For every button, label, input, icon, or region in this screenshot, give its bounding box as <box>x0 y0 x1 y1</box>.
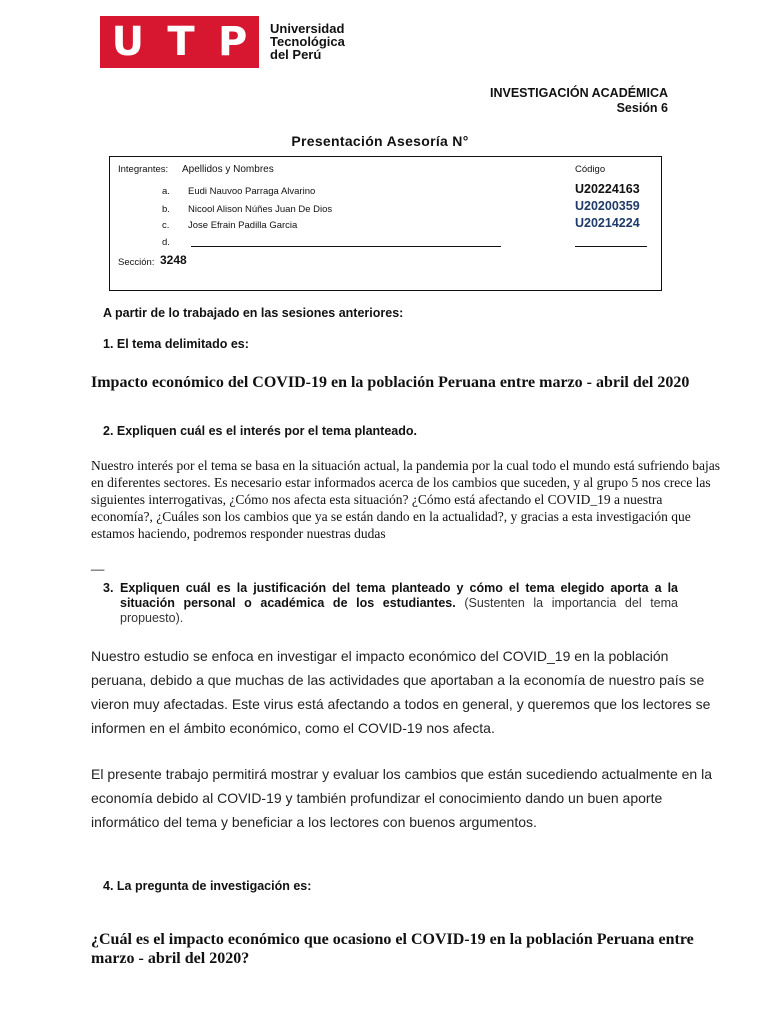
question-2-answer: Nuestro interés por el tema se basa en la situación actual, la pandemia por la cual todo el mundo está sufriendo bajas en diferentes sectores. Es necesario estar informados acerca de los cambios que suceden, y al grupo 5 nos crece las siguientes interrogativas, ¿Cómo nos afecta esta situación? ¿Cómo está afectando el COVID_19 a nuestra economía?, ¿Cuáles son los cambios que ya se están dando en la actualidad?, y gracias a esta investigación que estamos haciendo, podremos responder nuestras dudas <box>91 458 721 541</box>
label-codigo: Código <box>575 164 606 175</box>
document-header <box>490 86 668 116</box>
blank-code-line <box>575 246 647 247</box>
question-3-answer-p1: Nuestro estudio se enfoca en investigar el impacto económico del COVID_19 en la población peruana, debido a que muchas de las actividades que aportaban a la economía de nuestro país se vieron muy afectadas. Este virus está afectando a todos en general, y queremos que los lectores se informen en el ámbito económico, como el COVID-19 nos afecta. <box>91 648 711 736</box>
section-label: Sección: <box>118 257 155 268</box>
question-3-heading-note: (Sustenten la importancia del tema propuesto). <box>120 596 678 625</box>
member-name: Nicool Alison Núñes Juan De Dios <box>188 204 333 215</box>
member-name: Jose Efrain Padilla Garcia <box>188 220 298 231</box>
header-session: Sesión 6 <box>616 101 668 115</box>
question-3-heading-bold: Expliquen cuál es la justificación del tema planteado y cómo el tema elegido aporta a la situación personal o académica de los estudiantes. <box>120 581 678 610</box>
header-title: INVESTIGACIÓN ACADÉMICA <box>489 86 668 100</box>
question-1-heading: 1. El tema delimitado es: <box>103 337 249 351</box>
question-3-heading <box>120 581 678 626</box>
member-letter: d. <box>162 237 170 248</box>
logo-letter-t: T <box>167 19 195 65</box>
question-3-answer-p2: El presente trabajo permitirá mostrar y evaluar los cambios que están sucediendo actualmente en la economía debido al COVID-19 y también profundizar el conocimiento dando un buen aporte informático del tema y beneficiar a los lectores con buenos argumentos. <box>91 766 712 830</box>
question-2-heading: 2. Expliquen cuál es el interés por el tema planteado. <box>103 424 417 438</box>
logo-text-line: del Perú <box>270 47 322 62</box>
logo-text-line: Tecnológica <box>270 34 345 49</box>
member-code: U20224163 <box>575 182 640 196</box>
members-box <box>109 156 662 291</box>
blank-name-line <box>191 246 501 247</box>
member-letter: c. <box>162 220 170 231</box>
label-nombres: Apellidos y Nombres <box>182 164 274 175</box>
utp-logo <box>100 16 259 68</box>
question-1-answer: Impacto económico del COVID-19 en la población Peruana entre marzo - abril del 2020 <box>91 374 690 391</box>
presentation-title: Presentación Asesoría N° <box>291 133 469 149</box>
question-3-number: 3. <box>103 581 114 595</box>
member-name: Eudi Nauvoo Parraga Alvarino <box>188 186 316 197</box>
intro-text: A partir de lo trabajado en las sesiones anteriores: <box>103 306 404 320</box>
section-value: 3248 <box>160 253 187 267</box>
question-4-heading: 4. La pregunta de investigación es: <box>103 879 312 893</box>
member-letter: b. <box>162 204 170 215</box>
logo-letter-u: U <box>111 19 145 65</box>
question-4-answer: ¿Cuál es el impacto económico que ocasiono el COVID-19 en la población Peruana entre marzo - abril del 2020? <box>91 931 694 967</box>
label-integrantes: Integrantes: <box>118 164 169 175</box>
member-letter: a. <box>162 186 170 197</box>
member-code: U20214224 <box>575 216 640 230</box>
logo-letter-p: P <box>218 19 248 65</box>
logo-wordmark <box>270 22 345 61</box>
trailing-mark: __ <box>91 557 105 571</box>
logo-text-line: Universidad <box>270 21 345 36</box>
member-code: U20200359 <box>575 199 640 213</box>
